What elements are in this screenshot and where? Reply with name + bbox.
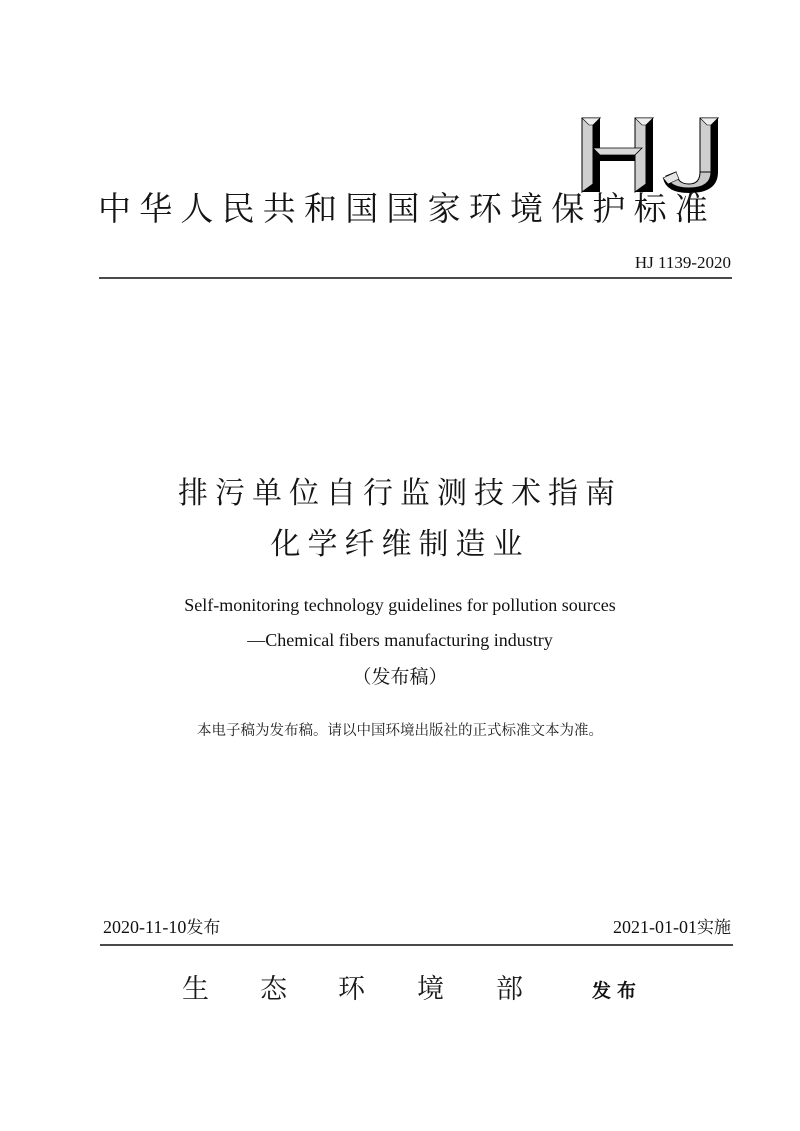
issuer-char: 环 — [338, 974, 365, 1004]
bottom-divider — [100, 944, 733, 946]
draft-label: （发布稿） — [352, 666, 448, 688]
publish-date — [103, 915, 220, 940]
document-title-line-2: 化学纤维制造业 — [270, 527, 530, 562]
standard-number: HJ 1139-2020 — [634, 253, 731, 272]
issuer-action: 发布 — [592, 980, 643, 1002]
issuer — [182, 971, 652, 1007]
publish-date-value: 2020-11-10 — [103, 917, 187, 937]
issuer-char: 生 — [182, 974, 209, 1004]
issuer-char: 态 — [260, 974, 287, 1004]
issuer-char: 境 — [417, 974, 444, 1004]
publish-date-suffix: 发布 — [186, 918, 221, 938]
effective-date-value: 2021-01-01 — [613, 917, 697, 937]
effective-date — [613, 915, 731, 940]
english-title-line-2: —Chemical fibers manufacturing industry — [247, 630, 553, 650]
hj-logo — [580, 116, 722, 194]
draft-notice: 本电子稿为发布稿。请以中国环境出版社的正式标准文本为准。 — [197, 723, 603, 739]
top-divider — [99, 277, 732, 279]
document-title-line-1: 排污单位自行监测技术指南 — [178, 476, 622, 511]
effective-date-suffix: 实施 — [697, 918, 731, 938]
standard-banner-title: 中华人民共和国国家环境保护标准 — [98, 192, 716, 228]
english-title-line-1: Self-monitoring technology guidelines for pollution sources — [184, 595, 616, 615]
issuer-char: 部 — [496, 974, 523, 1004]
hj-beveled-logo-icon — [580, 116, 722, 194]
